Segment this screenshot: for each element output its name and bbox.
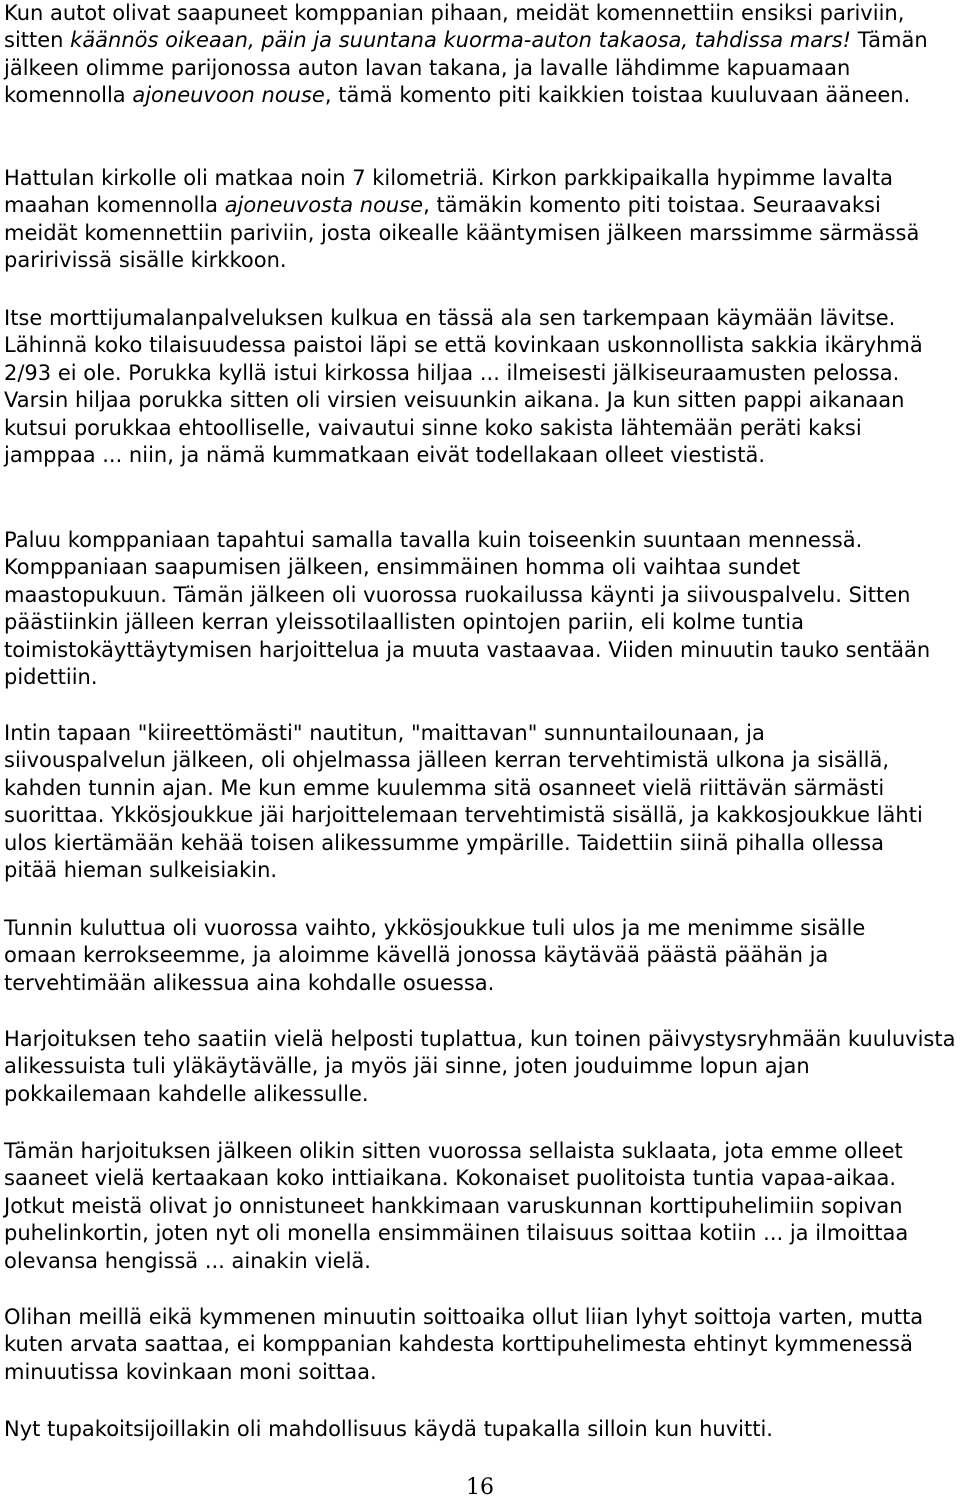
paragraph-9-text-1: Olihan meillä eikä kymmenen minuutin soittoaika ollut liian lyhyt soittoja varten, mutta kuten arvata saattaa, ei komppanian kahdesta korttipuhelimesta ehtinyt kymmenessä minuutissa kovinkaan moni soittaa. xyxy=(4,1305,924,1384)
paragraph-2-text-2: , tämäkin komento piti toistaa. Seuraavaksi meidät komennettiin pariviin, josta oikealle kääntymisen jälkeen marssimme särmässä paririvissä sisälle kirkkoon. xyxy=(4,193,920,273)
paragraph-1-text-3: , tämä komento piti kaikkien toistaa kuuluvaan ääneen. xyxy=(324,83,911,108)
paragraph-4 xyxy=(4,527,960,691)
page-number: 16 xyxy=(466,1475,494,1500)
paragraph-6 xyxy=(4,915,924,997)
paragraph-7-text-1: Harjoituksen teho saatiin vielä helposti tuplattua, kun toinen päivystysryhmään kuuluvista alikessuista tuli yläkäytävälle, ja myös jäi sinne, joten jouduimme lopun ajan pokkailemaan kahdelle alikessulle. xyxy=(4,1027,956,1106)
paragraph-1-text-2: Tämän jälkeen olimme parijonossa auton lavan takana, ja lavalle lähdimme kapuamaan komennolla xyxy=(4,28,928,108)
paragraph-3-text-1: Itse morttijumalanpalveluksen kulkua en tässä ala sen tarkempaan käymään lävitse. Lähinnä koko tilaisuudessa paistoi läpi se että kovinkaan uskonnollista sakkia ikäryhmä 2/93 ei ole. Porukka kyllä istui kirkossa hiljaa ... ilmeisesti jälkiseuraamusten pelossa. Varsin hiljaa porukka sitten oli virsien veisuunkin aikana. Ja kun sitten pappi aikanaan kutsui porukkaa ehtoolliselle, vaivautui sinne koko sakista lähtemään peräti kaksi jamppaa ... niin, ja nämä kummatkaan eivät todellakaan olleet viestistä. xyxy=(4,306,923,468)
paragraph-9 xyxy=(4,1304,924,1386)
paragraph-1-italic-1: käännös oikeaan, päin ja suuntana kuorma-auton takaosa, tahdissa mars! xyxy=(70,28,852,53)
paragraph-5-text-1: Intin tapaan "kiireettömästi" nautitun, "maittavan" sunnuntailounaan, ja siivouspalvelun jälkeen, oli ohjelmassa jälleen kerran tervehtimistä ulkona ja sisällä, kahden tunnin ajan. Me kun emme kuulemma sitä osanneet vielä riittävän särmästi suorittaa. Ykkösjoukkue jäi harjoittelemaan tervehtimistä sisällä, ja kakkosjoukkue lähti ulos kiertämään kehää toisen alikessumme ympärille. Taidettiin siinä pihalla ollessa pitää hieman sulkeisiakin. xyxy=(4,721,923,883)
paragraph-8-text-1: Tämän harjoituksen jälkeen olikin sitten vuorossa sellaista suklaata, jota emme olleet saaneet vielä kertaakaan koko inttiaikana. Kokonaiset puolitoista tuntia vapaa-aikaa. Jotkut meistä olivat jo onnistuneet hankkimaan varuskunnan korttipuhelimiin sopivan puhelinkortin, joten nyt oli monella ensimmäinen tilaisuus soittaa kotiin ... ja ilmoittaa olevansa hengissä ... ainakin vielä. xyxy=(4,1139,909,1273)
paragraph-3 xyxy=(4,305,958,469)
paragraph-10 xyxy=(4,1416,958,1443)
paragraph-10-text-1: Nyt tupakoitsijoillakin oli mahdollisuus käydä tupakalla silloin kun huvitti. xyxy=(4,1417,773,1441)
paragraph-2 xyxy=(4,165,958,275)
paragraph-6-text-1: Tunnin kuluttua oli vuorossa vaihto, ykkösjoukkue tuli ulos ja me menimme sisälle omaan kerrokseemme, ja aloimme kävellä jonossa käytävää päästä päähän ja tervehtimään alikessua aina kohdalle osuessa. xyxy=(4,916,866,995)
paragraph-8 xyxy=(4,1138,938,1275)
paragraph-4-text-1: Paluu komppaniaan tapahtui samalla tavalla kuin toiseenkin suuntaan mennessä. Komppaniaan saapumisen jälkeen, ensimmäinen homma oli vaihtaa sundet maastopukuun. Tämän jälkeen oli vuorossa ruokailussa käynti ja siivouspalvelu. Sitten päästiinkin jälleen kerran yleissotilaallisten opintojen pariin, eli kolme tuntia toimistokäyttäytymisen harjoittelua ja muuta vastaavaa. Viiden minuutin tauko sentään pidettiin. xyxy=(4,528,931,690)
paragraph-2-italic-1: ajoneuvosta nouse xyxy=(224,193,424,218)
paragraph-1-text-1: Kun autot olivat saapuneet komppanian pihaan, meidät komennettiin ensiksi pariviin, sitten xyxy=(4,1,905,53)
paragraph-1-italic-2: ajoneuvoon nouse xyxy=(132,83,325,108)
paragraph-1 xyxy=(4,0,958,110)
paragraph-5 xyxy=(4,720,924,884)
paragraph-7 xyxy=(4,1026,958,1108)
paragraph-2-text-1: Hattulan kirkolle oli matkaa noin 7 kilometriä. Kirkon parkkipaikalla hypimme lavalta maahan komennolla xyxy=(4,166,893,218)
